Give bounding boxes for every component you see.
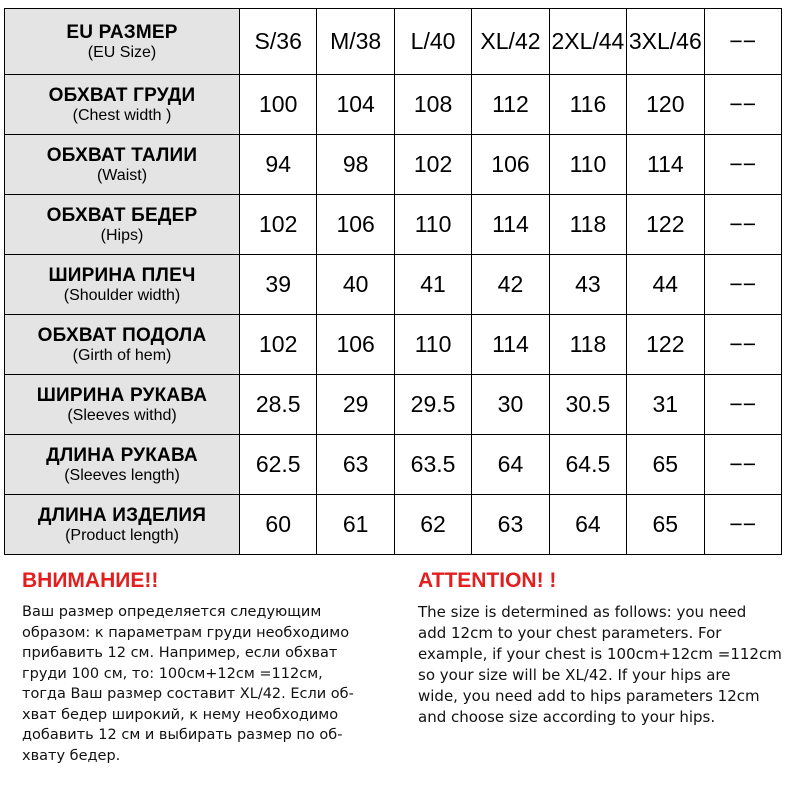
size-header-cell: −−	[704, 9, 781, 75]
row-label-ru: ОБХВАТ БЕДЕР	[46, 204, 198, 226]
notes-section	[0, 566, 800, 800]
measurement-cell: 63	[317, 435, 394, 495]
row-label-cell	[5, 375, 240, 435]
measurement-cell: 122	[627, 315, 704, 375]
measurement-cell: 39	[240, 255, 317, 315]
row-label-cell	[5, 135, 240, 195]
row-label-ru: ШИРИНА ПЛЕЧ	[48, 264, 196, 286]
measurement-cell: 44	[627, 255, 704, 315]
row-label-ru: ДЛИНА ИЗДЕЛИЯ	[37, 504, 207, 526]
measurement-cell: 62	[394, 495, 471, 555]
measurement-cell: 106	[472, 135, 549, 195]
measurement-cell: 110	[394, 195, 471, 255]
measurement-cell: 60	[240, 495, 317, 555]
measurement-cell: −−	[704, 195, 781, 255]
measurement-cell: 118	[549, 315, 626, 375]
table-row	[5, 75, 782, 135]
measurement-cell: 63	[472, 495, 549, 555]
row-label-en: (EU Size)	[87, 43, 157, 61]
measurement-cell: 106	[317, 195, 394, 255]
note-english	[418, 566, 800, 728]
measurement-cell: −−	[704, 435, 781, 495]
measurement-cell: 110	[394, 315, 471, 375]
note-line: прибавить 12 см. Например, если обхват	[22, 645, 338, 661]
row-label-cell	[5, 9, 240, 75]
measurement-cell: 98	[317, 135, 394, 195]
note-line: and choose size according to your hips.	[418, 708, 716, 726]
note-line: тогда Ваш размер составит XL/42. Если об-	[22, 686, 354, 702]
note-line: хват бедер широкий, к нему необходимо	[22, 706, 339, 723]
measurement-cell: 94	[240, 135, 317, 195]
table-row	[5, 195, 782, 255]
measurement-cell: 112	[472, 75, 549, 135]
measurement-cell: 114	[472, 195, 549, 255]
measurement-cell: 63.5	[394, 435, 471, 495]
measurement-cell: −−	[704, 315, 781, 375]
table-row	[5, 435, 782, 495]
measurement-cell: 62.5	[240, 435, 317, 495]
measurement-cell: −−	[704, 375, 781, 435]
table-row	[5, 495, 782, 555]
note-line: Ваш размер определяется следующим	[22, 604, 322, 620]
size-header-cell: M/38	[317, 9, 394, 75]
row-label-ru: ОБХВАТ ТАЛИИ	[46, 144, 198, 166]
measurement-cell: −−	[704, 495, 781, 555]
row-label-ru: ОБХВАТ ПОДОЛА	[37, 324, 207, 346]
measurement-cell: −−	[704, 135, 781, 195]
measurement-cell: 108	[394, 75, 471, 135]
row-label-en: (Shoulder width)	[63, 286, 181, 304]
measurement-cell: 114	[627, 135, 704, 195]
note-line: образом: к параметрам груди необходимо	[22, 624, 350, 641]
measurement-cell: 65	[627, 435, 704, 495]
size-chart-table	[4, 8, 782, 555]
measurement-cell: 104	[317, 75, 394, 135]
note-line: wide, you need add to hips parameters 12cm	[418, 687, 760, 705]
note-line: хвату бедер.	[22, 747, 121, 764]
row-label-en: (Product length)	[65, 526, 179, 544]
row-label-en: (Hips)	[100, 226, 144, 244]
note-line: груди 100 см, то: 100см+12см =112см,	[22, 665, 323, 682]
measurement-cell: 64.5	[549, 435, 626, 495]
row-label-en: (Chest width )	[72, 106, 172, 124]
measurement-cell: 102	[394, 135, 471, 195]
measurement-cell: 102	[240, 315, 317, 375]
row-label-en: (Sleeves length)	[64, 466, 180, 484]
note-body-ru	[22, 602, 412, 766]
note-line: add 12cm to your chest parameters. For	[418, 624, 722, 642]
measurement-cell: 61	[317, 495, 394, 555]
table-row	[5, 255, 782, 315]
size-chart-body	[5, 9, 782, 555]
row-label-cell	[5, 195, 240, 255]
note-line: The size is determined as follows: you need	[418, 603, 747, 621]
row-label-ru: ДЛИНА РУКАВА	[46, 444, 198, 466]
measurement-cell: 29	[317, 375, 394, 435]
row-label-en: (Girth of hem)	[72, 346, 172, 364]
measurement-cell: 64	[472, 435, 549, 495]
measurement-cell: 122	[627, 195, 704, 255]
measurement-cell: 41	[394, 255, 471, 315]
measurement-cell: 28.5	[240, 375, 317, 435]
note-line: добавить 12 см и выбирать размер по об-	[22, 727, 343, 743]
measurement-cell: 42	[472, 255, 549, 315]
measurement-cell: 40	[317, 255, 394, 315]
row-label-en: (Sleeves withd)	[67, 406, 177, 424]
size-header-cell: L/40	[394, 9, 471, 75]
row-label-cell	[5, 75, 240, 135]
measurement-cell: 114	[472, 315, 549, 375]
size-header-cell: 2XL/44	[549, 9, 626, 75]
measurement-cell: 120	[627, 75, 704, 135]
table-row	[5, 315, 782, 375]
size-header-cell: S/36	[240, 9, 317, 75]
measurement-cell: 29.5	[394, 375, 471, 435]
measurement-cell: 100	[240, 75, 317, 135]
row-label-en: (Waist)	[96, 166, 148, 184]
row-label-ru: ОБХВАТ ГРУДИ	[48, 84, 196, 106]
measurement-cell: 116	[549, 75, 626, 135]
row-label-cell	[5, 315, 240, 375]
measurement-cell: 43	[549, 255, 626, 315]
note-title-ru: ВНИМАНИЕ!!	[22, 569, 159, 592]
row-label-cell	[5, 495, 240, 555]
table-row-header	[5, 9, 782, 75]
measurement-cell: 64	[549, 495, 626, 555]
measurement-cell: 118	[549, 195, 626, 255]
measurement-cell: 30.5	[549, 375, 626, 435]
note-body-en	[418, 602, 800, 728]
note-line: so your size will be XL/42. If your hips are	[418, 666, 731, 684]
row-label-cell	[5, 435, 240, 495]
measurement-cell: 110	[549, 135, 626, 195]
measurement-cell: −−	[704, 75, 781, 135]
table-row	[5, 375, 782, 435]
size-header-cell: XL/42	[472, 9, 549, 75]
row-label-ru: EU РАЗМЕР	[66, 21, 178, 43]
note-line: example, if your chest is 100cm+12cm =112cm	[418, 645, 782, 663]
table-row	[5, 135, 782, 195]
measurement-cell: −−	[704, 255, 781, 315]
measurement-cell: 65	[627, 495, 704, 555]
size-header-cell: 3XL/46	[627, 9, 704, 75]
row-label-ru: ШИРИНА РУКАВА	[36, 384, 208, 406]
measurement-cell: 102	[240, 195, 317, 255]
measurement-cell: 31	[627, 375, 704, 435]
row-label-cell	[5, 255, 240, 315]
measurement-cell: 30	[472, 375, 549, 435]
note-title-en: ATTENTION! !	[418, 569, 557, 592]
measurement-cell: 106	[317, 315, 394, 375]
note-russian	[22, 566, 412, 766]
